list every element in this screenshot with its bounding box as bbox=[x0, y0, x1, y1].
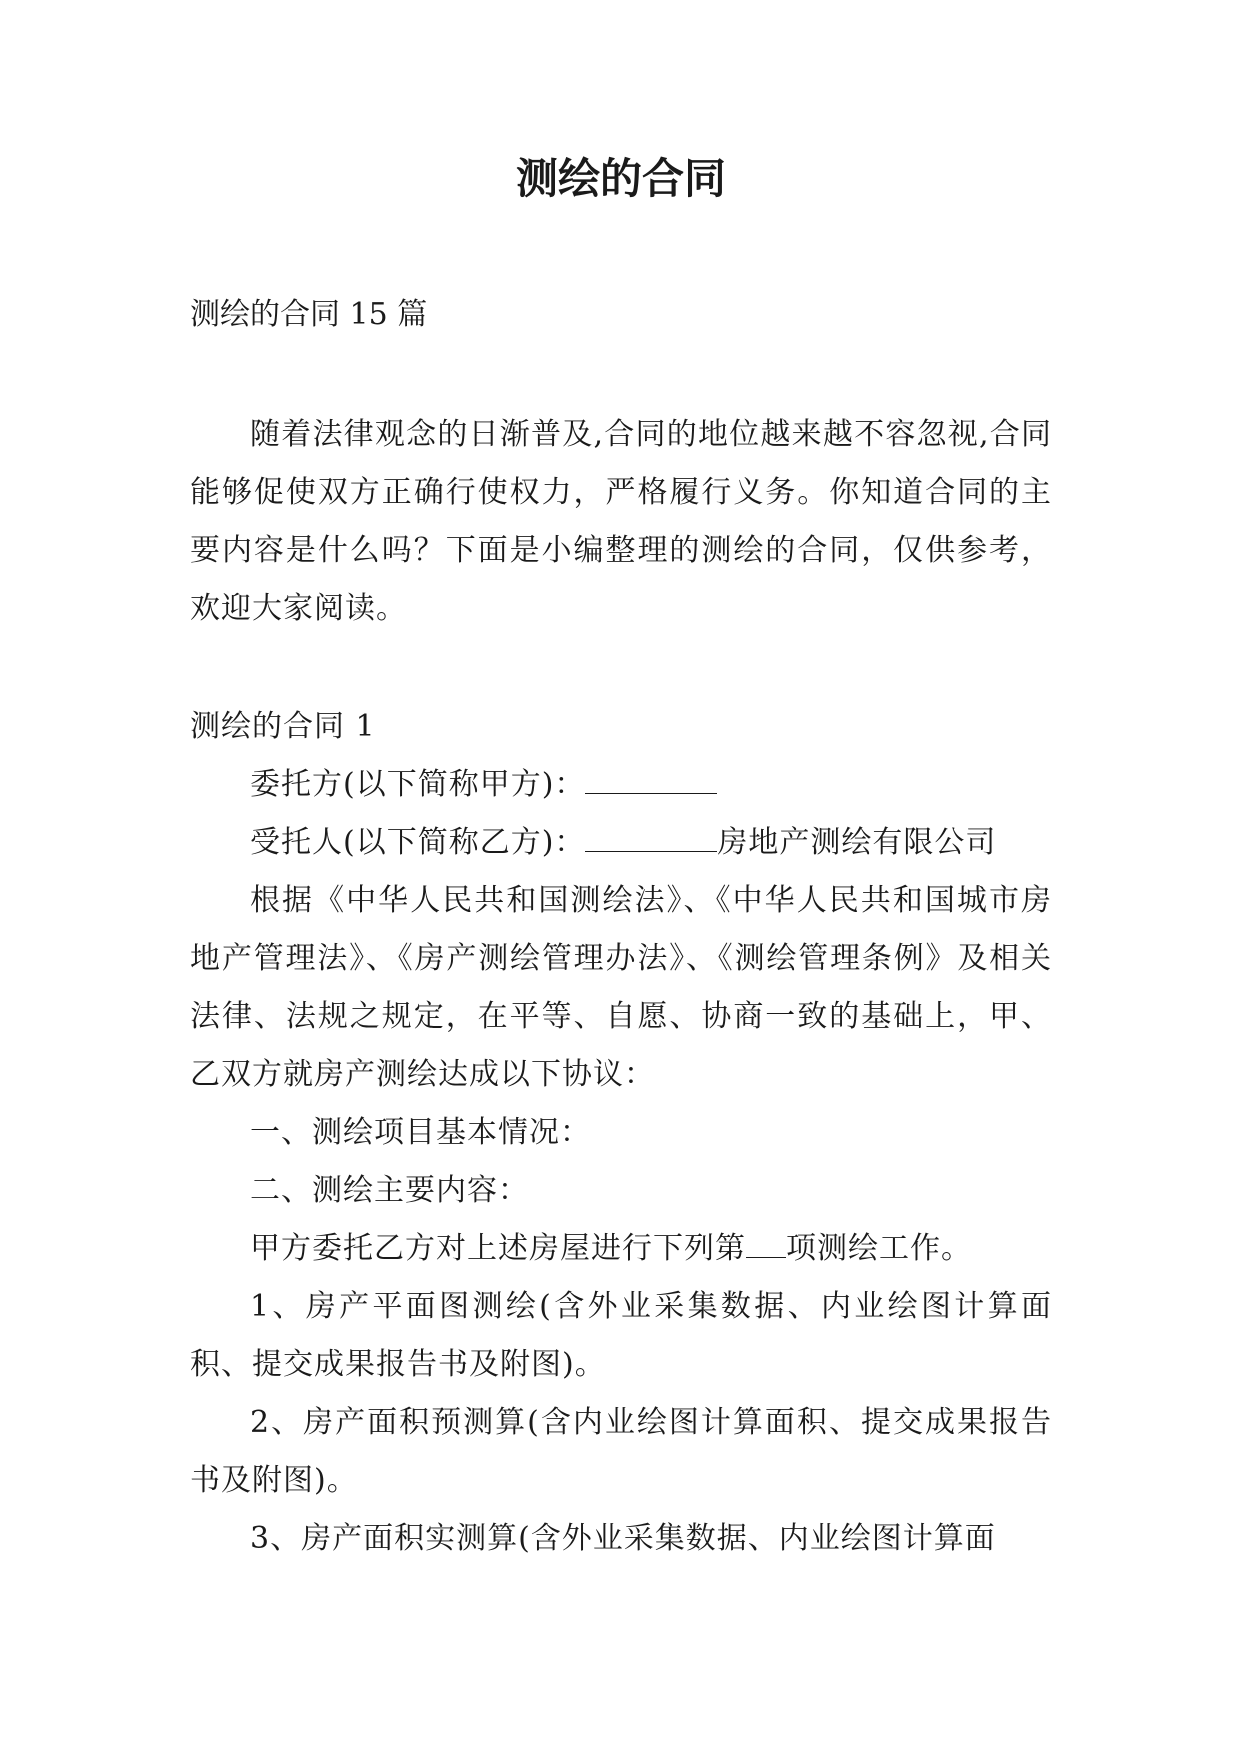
task-1: 1、房产平面图测绘(含外业采集数据、内业绘图计算面积、提交成果报告书及附图)。 bbox=[190, 1289, 1052, 1382]
entrust-suffix: 项测绘工作。 bbox=[786, 1231, 972, 1266]
contractor-suffix: 房地产测绘有限公司 bbox=[717, 825, 997, 860]
contractor-label: 受托人(以下简称乙方)： bbox=[250, 825, 586, 860]
entrust-line bbox=[190, 1220, 1052, 1278]
client-line bbox=[190, 756, 1052, 814]
basis-paragraph: 根据《中华人民共和国测绘法》、《中华人民共和国城市房地产管理法》、《房产测绘管理办法》、《测绘管理条例》及相关法律、法规之规定，在平等、自愿、协商一致的基础上，甲、乙双方就房产测绘达成以下协议： bbox=[190, 883, 1052, 1092]
item-two: 二、测绘主要内容： bbox=[250, 1173, 529, 1208]
item-one: 一、测绘项目基本情况： bbox=[250, 1115, 591, 1150]
item-number-blank bbox=[746, 1227, 786, 1258]
contractor-line bbox=[190, 814, 1052, 872]
contractor-name-blank bbox=[585, 821, 717, 852]
client-name-blank bbox=[585, 763, 717, 794]
document-subtitle: 测绘的合同 15 篇 bbox=[190, 297, 428, 332]
task-2: 2、房产面积预测算(含内业绘图计算面积、提交成果报告书及附图)。 bbox=[190, 1405, 1052, 1498]
section-heading: 测绘的合同 1 bbox=[190, 709, 376, 744]
entrust-prefix: 甲方委托乙方对上述房屋进行下列第 bbox=[250, 1231, 746, 1266]
document-title: 测绘的合同 bbox=[515, 154, 726, 203]
client-label: 委托方(以下简称甲方)： bbox=[250, 767, 586, 802]
contract-body bbox=[190, 698, 1052, 1568]
intro-paragraph: 随着法律观念的日渐普及,合同的地位越来越不容忽视,合同能够促使双方正确行使权力，严格履行义务。你知道合同的主要内容是什么吗？下面是小编整理的测绘的合同，仅供参考，欢迎大家阅读。 bbox=[190, 417, 1052, 626]
task-3: 3、房产面积实测算(含外业采集数据、内业绘图计算面 bbox=[250, 1521, 996, 1556]
